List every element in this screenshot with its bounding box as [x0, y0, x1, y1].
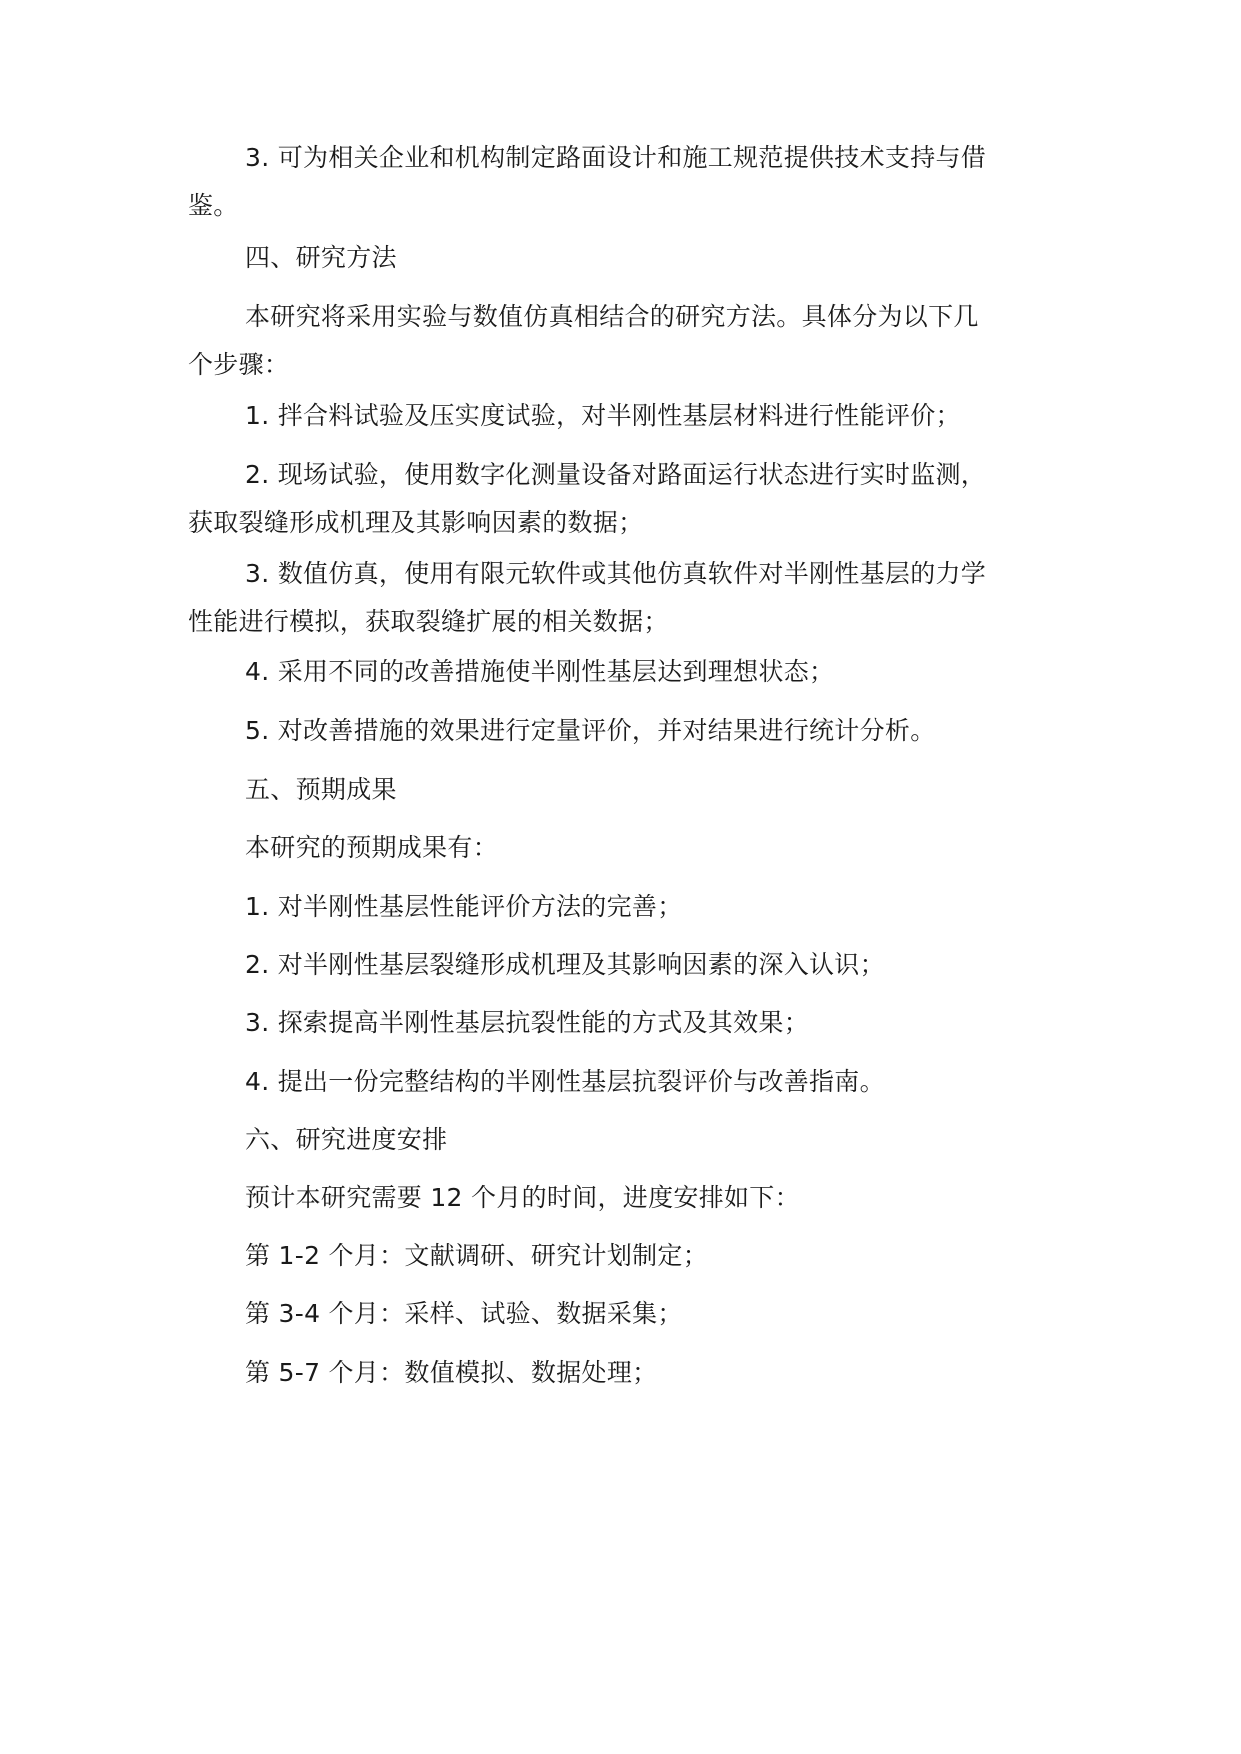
section-heading-expected-results — [188, 766, 1048, 814]
list-item-method-3 — [188, 550, 1048, 646]
list-item-result-3 — [188, 999, 1048, 1047]
heading-text: 六、研究进度安排 — [245, 1125, 448, 1154]
list-item-result-4 — [188, 1058, 1048, 1106]
paragraph-line: 4. 提出一份完整结构的半刚性基层抗裂评价与改善指南。 — [245, 1067, 885, 1096]
paragraph-results-intro — [188, 824, 1048, 872]
paragraph-methods-intro — [188, 293, 1048, 389]
list-item-result-1 — [188, 883, 1048, 931]
paragraph-line: 第 3-4 个月：采样、试验、数据采集； — [245, 1299, 683, 1328]
paragraph-line: 1. 对半刚性基层性能评价方法的完善； — [245, 892, 683, 921]
paragraph-schedule-intro — [188, 1174, 1048, 1222]
paragraph-line: 预计本研究需要 12 个月的时间，进度安排如下： — [245, 1183, 800, 1212]
paragraph-line: 第 1-2 个月：文献调研、研究计划制定； — [245, 1241, 709, 1270]
paragraph-line: 5. 对改善措施的效果进行定量评价，并对结果进行统计分析。 — [245, 716, 936, 745]
list-item-result-2 — [188, 941, 1048, 989]
paragraph-line: 2. 现场试验，使用数字化测量设备对路面运行状态进行实时监测， — [245, 460, 987, 489]
paragraph-benefit-3 — [188, 134, 1048, 230]
paragraph-line: 鉴。 — [188, 191, 239, 220]
schedule-item-months-3-4 — [188, 1290, 1048, 1338]
schedule-item-months-1-2 — [188, 1232, 1048, 1280]
heading-text: 五、预期成果 — [245, 775, 397, 804]
paragraph-line: 3. 探索提高半刚性基层抗裂性能的方式及其效果； — [245, 1008, 810, 1037]
paragraph-line: 本研究将采用实验与数值仿真相结合的研究方法。具体分为以下几 — [245, 302, 979, 331]
list-item-method-2 — [188, 451, 1048, 547]
paragraph-line: 2. 对半刚性基层裂缝形成机理及其影响因素的深入认识； — [245, 950, 885, 979]
paragraph-line: 获取裂缝形成机理及其影响因素的数据； — [188, 508, 644, 537]
section-heading-research-methods — [188, 234, 1048, 282]
paragraph-line: 3. 可为相关企业和机构制定路面设计和施工规范提供技术支持与借 — [245, 143, 987, 172]
paragraph-line: 3. 数值仿真，使用有限元软件或其他仿真软件对半刚性基层的力学 — [245, 559, 987, 588]
list-item-method-4 — [188, 648, 1048, 696]
section-heading-schedule — [188, 1116, 1048, 1164]
paragraph-line: 4. 采用不同的改善措施使半刚性基层达到理想状态； — [245, 657, 835, 686]
list-item-method-5 — [188, 707, 1048, 755]
heading-text: 四、研究方法 — [245, 243, 397, 272]
paragraph-line: 1. 拌合料试验及压实度试验，对半刚性基层材料进行性能评价； — [245, 401, 961, 430]
list-item-method-1 — [188, 392, 1048, 440]
paragraph-line: 本研究的预期成果有： — [245, 833, 499, 862]
paragraph-line: 第 5-7 个月：数值模拟、数据处理； — [245, 1358, 658, 1387]
paragraph-line: 个步骤： — [188, 350, 290, 379]
schedule-item-months-5-7 — [188, 1349, 1048, 1397]
paragraph-line: 性能进行模拟，获取裂缝扩展的相关数据； — [188, 607, 669, 636]
